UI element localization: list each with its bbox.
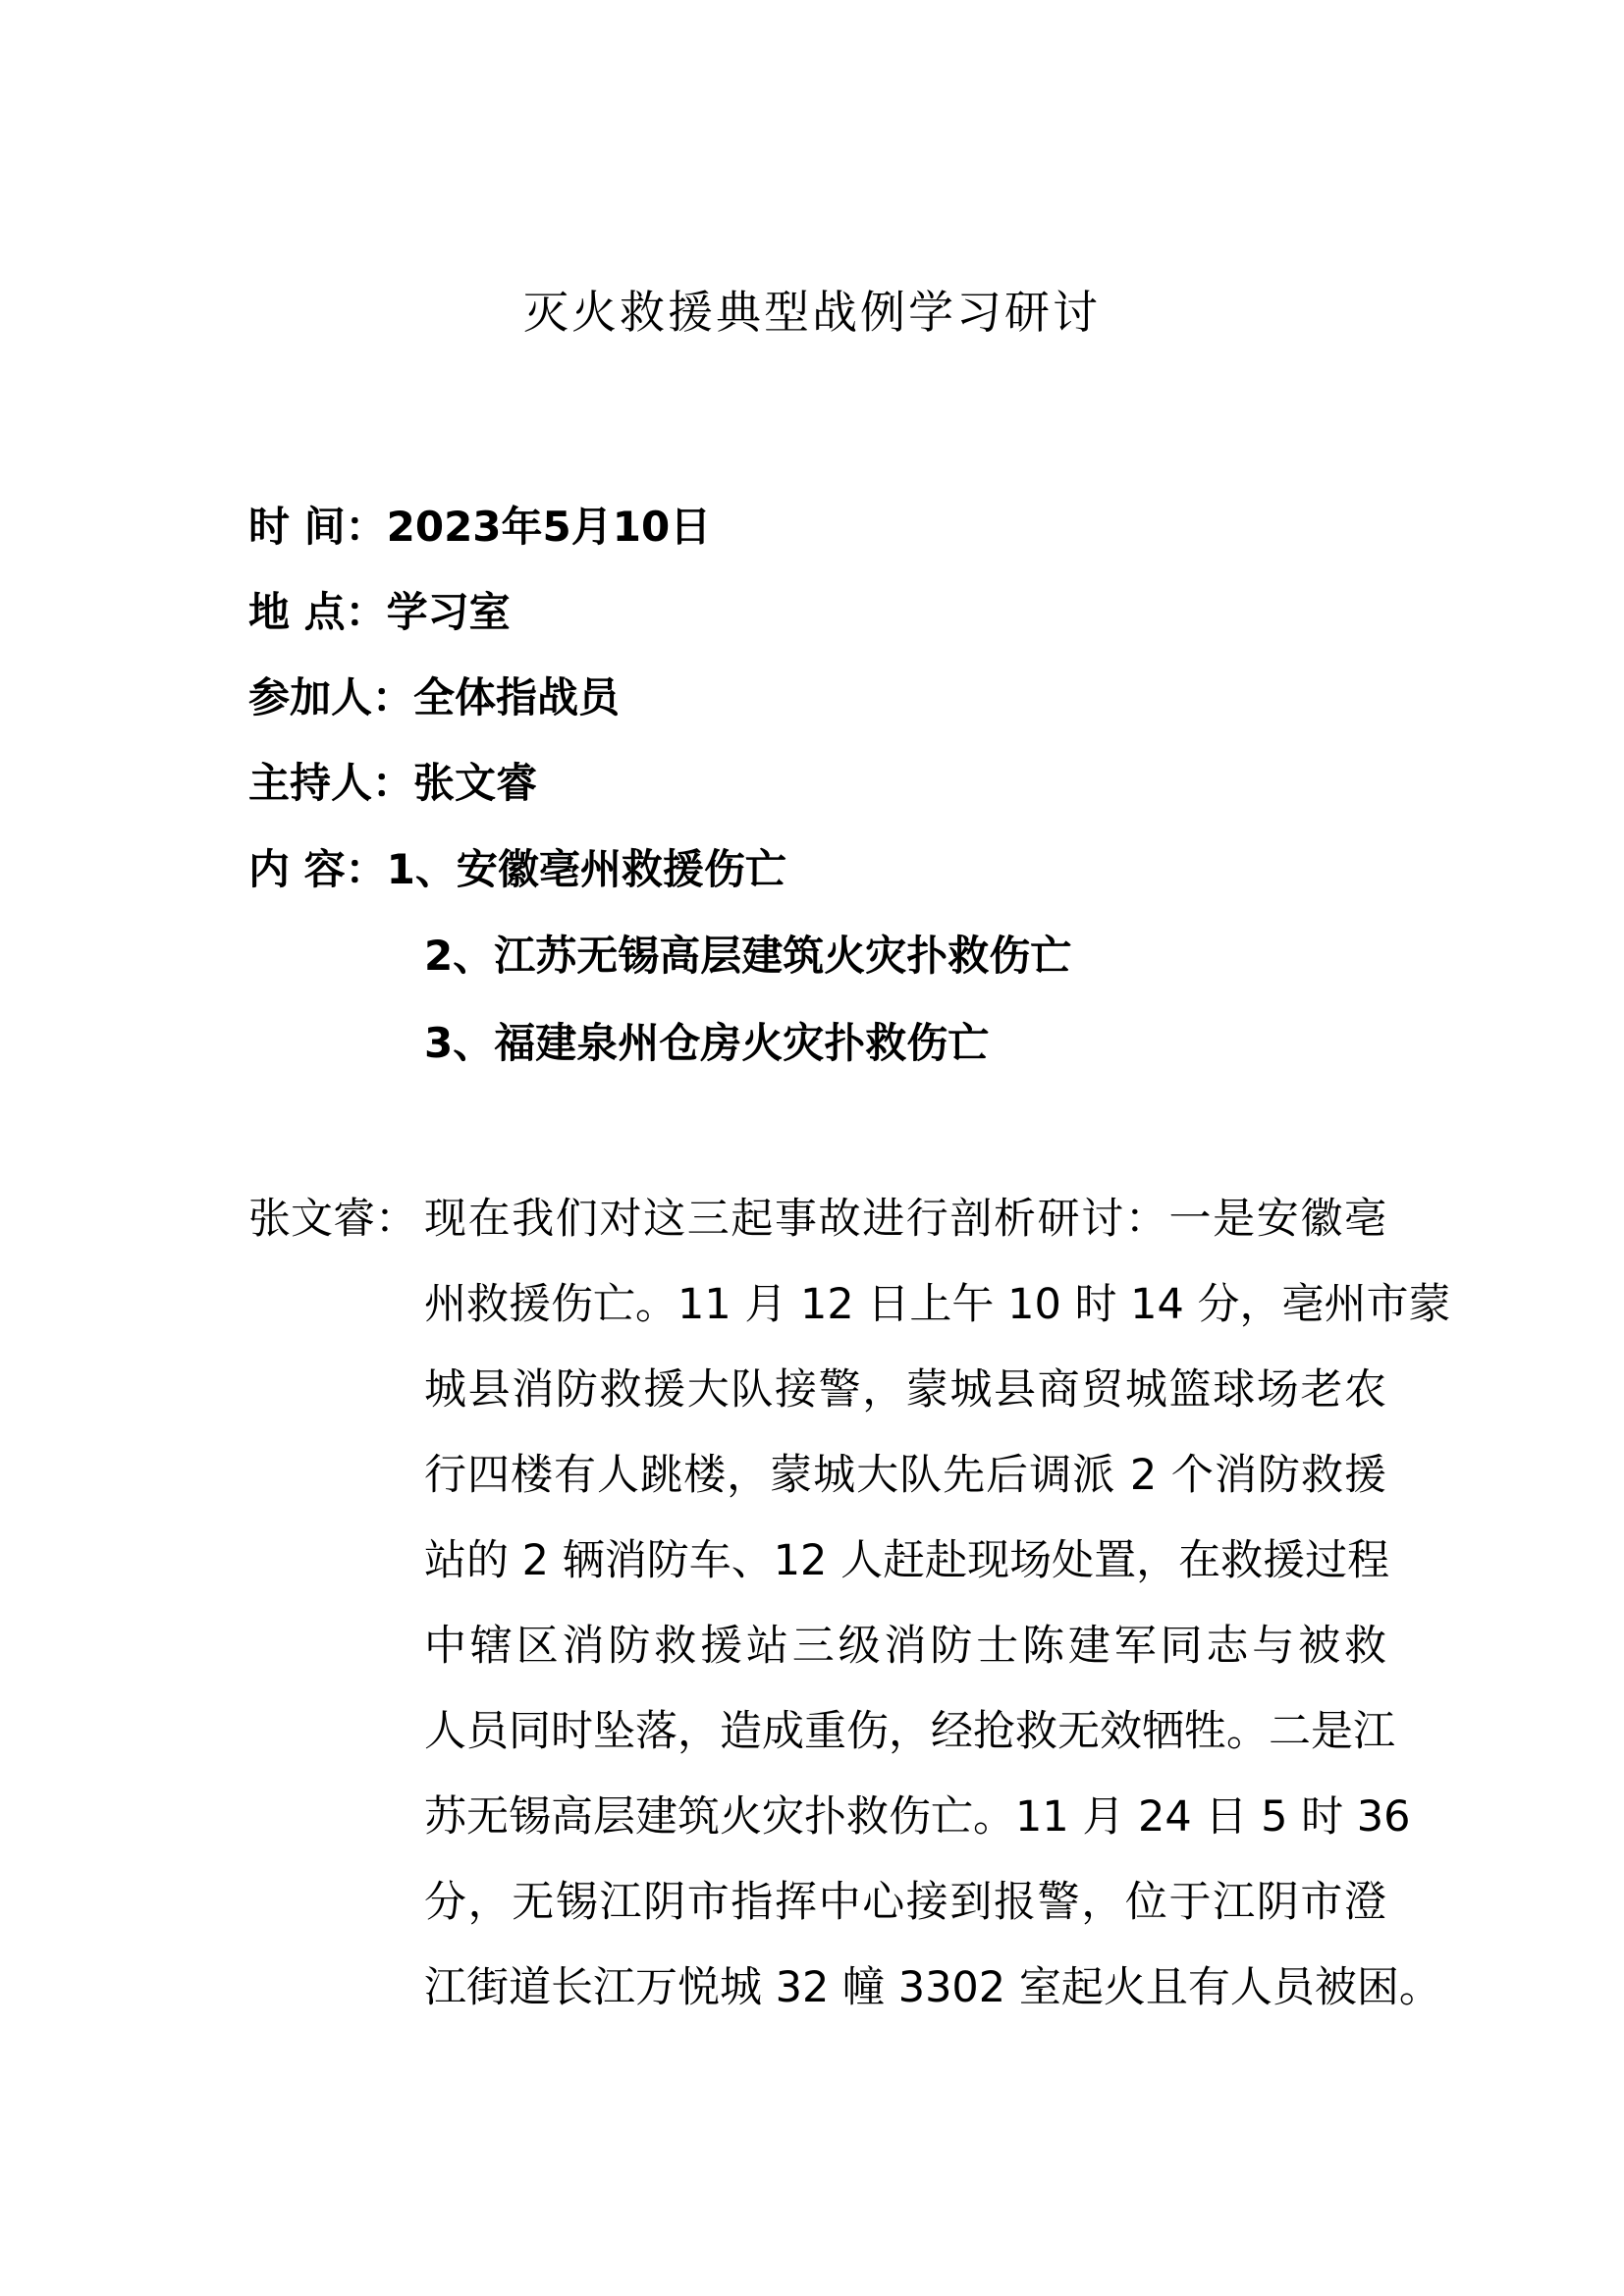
body-line: 行四楼有人跳楼，蒙城大队先后调派 2 个消防救援	[424, 1451, 1386, 1500]
meta-host: 主持人：张文睿	[248, 759, 538, 807]
body-line: 站的 2 辆消防车、12 人赶赴现场处置，在救援过程	[424, 1536, 1390, 1585]
meta-content-item-2: 2、江苏无锡高层建筑火灾扑救伤亡	[424, 932, 1072, 980]
body-line: 城县消防救援大队接警，蒙城县商贸城篮球场老农	[424, 1365, 1386, 1415]
body-line: 人员同时坠落，造成重伤，经抢救无效牺牲。二是江	[424, 1707, 1395, 1756]
speaker-name: 张文睿：	[248, 1195, 417, 1244]
meta-time: 时 间：2023年5月10日	[248, 503, 712, 551]
body-line: 现在我们对这三起事故进行剖析研讨：一是安徽亳	[424, 1195, 1386, 1244]
meta-content-item-3: 3、福建泉州仓房火灾扑救伤亡	[424, 1019, 990, 1067]
meta-content: 内 容：1、安徽亳州救援伤亡	[248, 845, 786, 893]
body-line: 州救援伤亡。11 月 12 日上午 10 时 14 分，亳州市蒙	[424, 1280, 1451, 1329]
body-line: 江街道长江万悦城 32 幢 3302 室起火且有人员被困。	[424, 1963, 1441, 2012]
body-line: 分，无锡江阴市指挥中心接到报警，位于江阴市澄	[424, 1878, 1386, 1927]
document-title: 灭火救援典型战例学习研讨	[523, 286, 1101, 339]
body-line: 苏无锡高层建筑火灾扑救伤亡。11 月 24 日 5 时 36	[424, 1792, 1411, 1842]
meta-participants: 参加人：全体指战员	[248, 673, 621, 721]
body-line: 中辖区消防救援站三级消防士陈建军同志与被救	[424, 1622, 1386, 1671]
meta-place: 地 点：学习室	[248, 588, 511, 636]
